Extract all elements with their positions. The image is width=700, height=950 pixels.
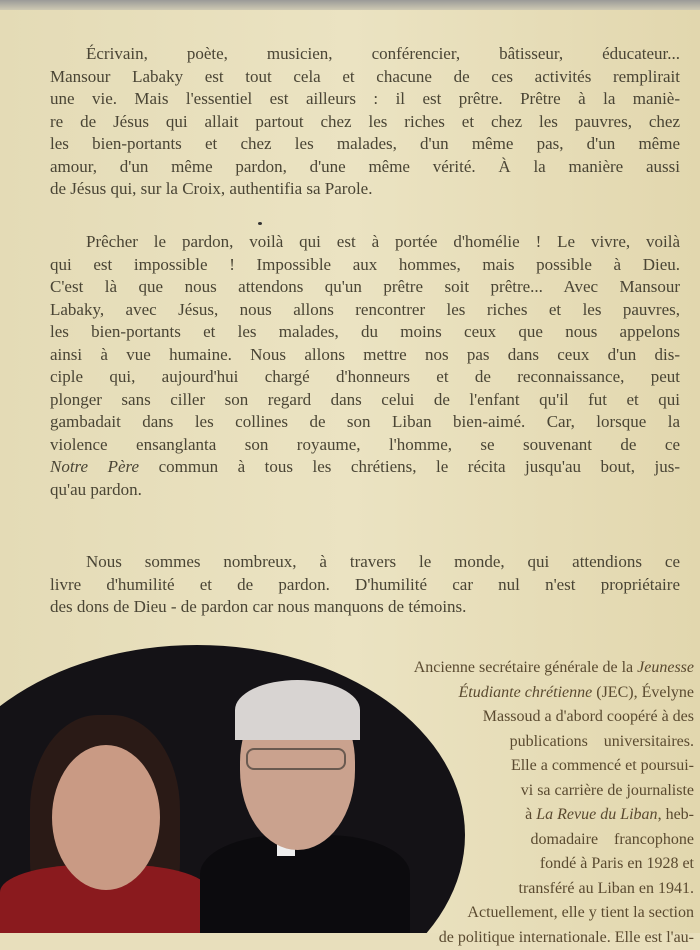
text-line: plonger sans ciller son regard dans celui de l'enfant qu'il fut et qui <box>50 389 680 412</box>
text-line: domadaire francophone <box>324 828 694 853</box>
text-segment: commun à tous les chrétiens, le récita jusqu'au bout, jus- <box>139 457 680 476</box>
text-line: gambadait dans les collines de son Liban bien-aimé. Car, lorsque la <box>50 411 680 434</box>
text-line: livre d'humilité et de pardon. D'humilité car nul n'est propriétaire <box>50 574 680 597</box>
text-line: C'est là que nous attendons qu'un prêtre soit prêtre... Avec Mansour <box>50 276 680 299</box>
text-line: les bien-portants et chez les malades, d'un même pas, d'un même <box>50 133 680 156</box>
text-line: les bien-portants et les malades, du moins ceux que nous appelons <box>50 321 680 344</box>
text-line: une vie. Mais l'essentiel est ailleurs : il est prêtre. Prêtre à la maniè- <box>50 88 680 111</box>
text-line: Actuellement, elle y tient la section <box>324 901 694 926</box>
italic-title: La Revue du Liban <box>536 806 657 823</box>
text-segment: à <box>525 806 536 823</box>
text-segment: Ancienne secrétaire générale de la <box>414 659 637 676</box>
text-line: Elle a commencé et poursui- <box>324 754 694 779</box>
text-line: Prêcher le pardon, voilà qui est à portée d'homélie ! Le vivre, voilà <box>50 231 680 254</box>
text-line: de Jésus qui, sur la Croix, authentifia sa Parole. <box>50 178 680 201</box>
text-line: Nous sommes nombreux, à travers le monde, qui attendions ce <box>50 551 680 574</box>
text-line: ciple qui, aujourd'hui chargé d'honneurs et de reconnaissance, peut <box>50 366 680 389</box>
text-line: Labaky, avec Jésus, nous allons rencontrer les riches et les pauvres, <box>50 299 680 322</box>
text-segment: , heb- <box>658 806 694 823</box>
italic-title: Notre Père <box>50 457 139 476</box>
photo-woman-face <box>52 745 160 890</box>
text-line: publications universitaires. <box>324 730 694 755</box>
italic-title: Étudiante chrétienne <box>459 684 593 701</box>
text-line <box>324 803 694 828</box>
text-line: des dons de Dieu - de pardon car nous manquons de témoins. <box>50 596 680 619</box>
text-line <box>324 656 694 681</box>
text-line <box>50 456 680 479</box>
text-line: Massoud a d'abord coopéré à des <box>324 705 694 730</box>
paragraph-2 <box>50 231 680 501</box>
text-line: violence ensanglanta son royaume, l'homme, se souvenant de ce <box>50 434 680 457</box>
text-line: amour, d'un même pardon, d'une même vérité. À la manière aussi <box>50 156 680 179</box>
text-line: Écrivain, poète, musicien, conférencier, bâtisseur, éducateur... <box>50 43 680 66</box>
text-line: fondé à Paris en 1928 et <box>324 852 694 877</box>
text-line <box>324 681 694 706</box>
text-line: qu'au pardon. <box>50 479 680 502</box>
paragraph-3 <box>50 551 680 619</box>
text-line: transféré au Liban en 1941. <box>324 877 694 902</box>
italic-title: Jeunesse <box>637 659 694 676</box>
text-segment: (JEC), Évelyne <box>592 684 694 701</box>
text-line: qui est impossible ! Impossible aux hommes, mais possible à Dieu. <box>50 254 680 277</box>
text-line: ainsi à vue humaine. Nous allons mettre nos pas dans ceux d'un dis- <box>50 344 680 367</box>
text-line: Mansour Labaky est tout cela et chacune de ces activités remplirait <box>50 66 680 89</box>
text-line: vi sa carrière de journaliste <box>324 779 694 804</box>
text-line: de politique internationale. Elle est l'au- <box>324 926 694 950</box>
section-separator-dot <box>258 222 262 225</box>
author-bio-caption <box>324 656 694 950</box>
paragraph-1 <box>50 43 680 201</box>
text-line: re de Jésus qui allait partout chez les riches et chez les pauvres, chez <box>50 111 680 134</box>
